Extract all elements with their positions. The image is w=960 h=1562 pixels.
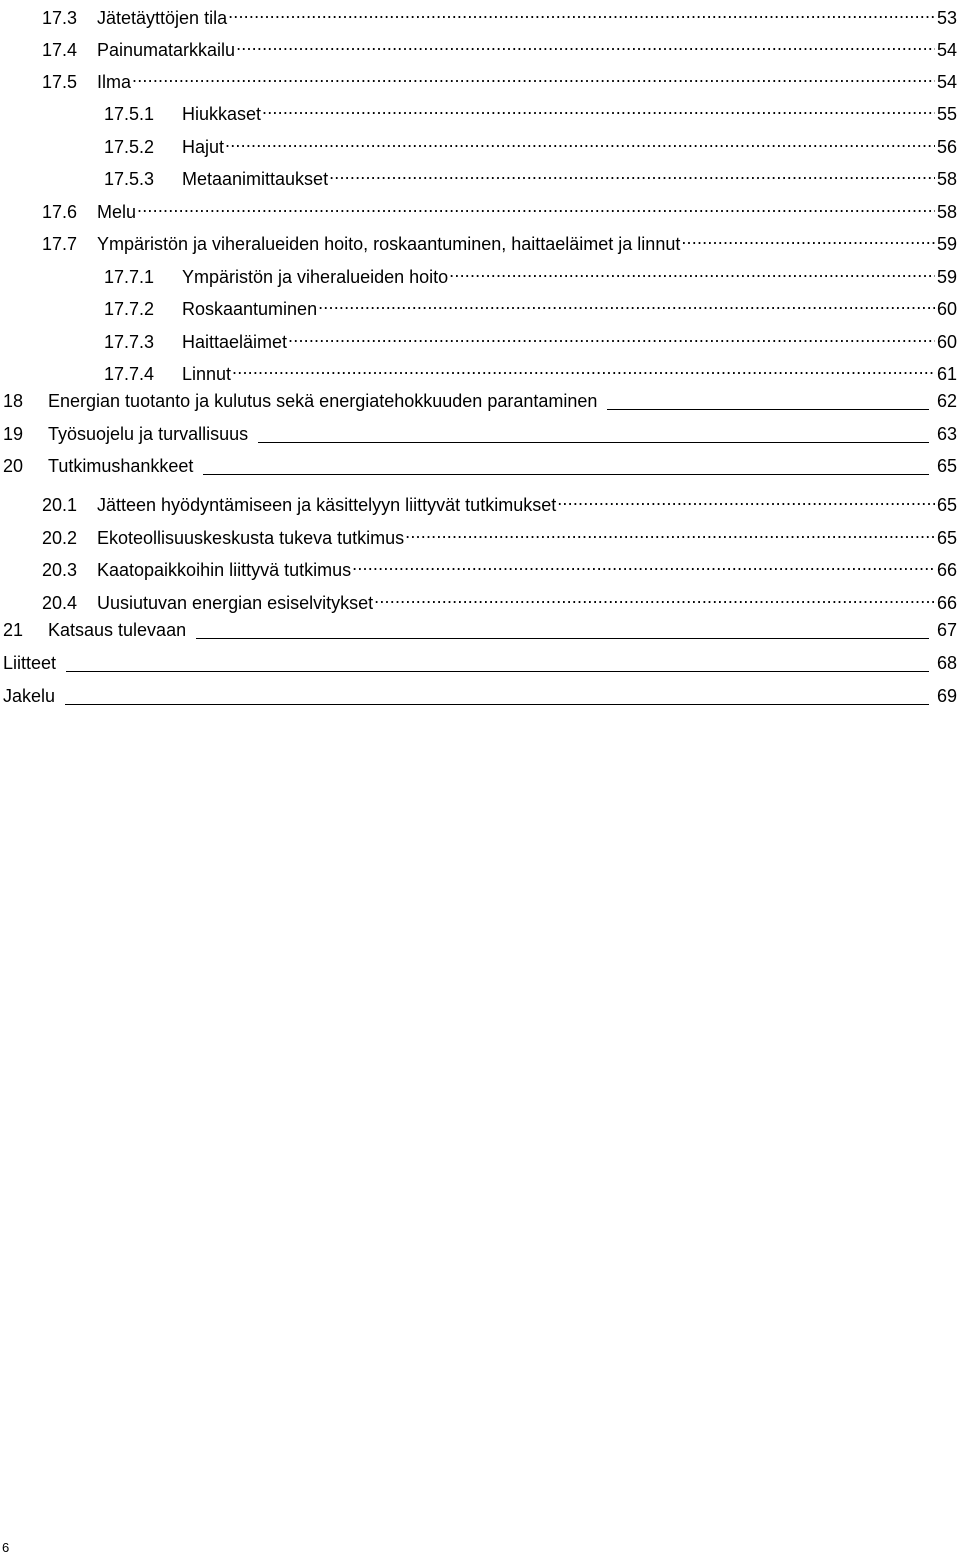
toc-entry-title: Ekoteollisuuskeskusta tukeva tutkimus	[97, 528, 405, 548]
toc-entry-title: Ympäristön ja viheralueiden hoito, roskaantuminen, haittaeläimet ja linnut	[97, 234, 681, 254]
toc-dot-leader	[225, 129, 935, 153]
toc-entry-page: 53	[936, 8, 957, 28]
toc-entry-title: Ympäristön ja viheralueiden hoito	[182, 267, 449, 287]
toc-entry-page: 61	[936, 364, 957, 384]
toc-dot-leader	[228, 0, 935, 24]
toc-line-leader	[196, 634, 929, 639]
toc-dot-leader	[288, 324, 935, 348]
toc-entry-title: Katsaus tulevaan	[48, 620, 187, 640]
toc-line-leader	[203, 470, 929, 475]
toc-entry-number: 17.7.2	[104, 299, 155, 319]
toc-entry-number: 17.7.3	[104, 332, 155, 352]
toc-entry[interactable]	[3, 389, 957, 413]
toc-entry[interactable]	[42, 64, 957, 92]
toc-entry-number: 20.2	[42, 528, 78, 548]
toc-entry[interactable]	[3, 422, 957, 446]
toc-entry-page: 68	[936, 653, 957, 673]
toc-entry-number: 20.4	[42, 593, 78, 613]
toc-entry[interactable]	[104, 129, 957, 157]
toc-entry[interactable]	[42, 194, 957, 222]
toc-line-leader	[66, 667, 929, 672]
toc-entry-number: 17.7.4	[104, 364, 155, 384]
toc-entry[interactable]	[3, 684, 957, 708]
toc-dot-leader	[232, 356, 935, 380]
toc-entry-page: 66	[936, 593, 957, 613]
toc-dot-leader	[137, 194, 935, 218]
toc-entry-number: 19	[3, 424, 24, 444]
toc-entry-number: 21	[3, 620, 24, 640]
toc-dot-leader	[681, 226, 935, 250]
toc-dot-leader	[449, 259, 935, 283]
toc-dot-leader	[262, 96, 935, 120]
toc-entry-page: 62	[936, 391, 957, 411]
toc-entry[interactable]	[42, 552, 957, 580]
toc-entry[interactable]	[3, 454, 957, 478]
toc-entry-title: Liitteet	[3, 653, 57, 673]
toc-dot-leader	[405, 520, 935, 544]
toc-line-leader	[65, 700, 929, 705]
toc-entry-title: Hajut	[182, 137, 225, 157]
toc-entry-title: Työsuojelu ja turvallisuus	[48, 424, 249, 444]
toc-entry-page: 65	[936, 528, 957, 548]
toc-entry-page: 54	[936, 72, 957, 92]
toc-entry-page: 55	[936, 104, 957, 124]
toc-entry-page: 58	[936, 202, 957, 222]
toc-entry[interactable]	[42, 0, 957, 28]
toc-dot-leader	[352, 552, 935, 576]
toc-entry-number: 17.4	[42, 40, 78, 60]
toc-entry-title: Jätteen hyödyntämiseen ja käsittelyyn liittyvät tutkimukset	[97, 495, 557, 515]
toc-entry-number: 17.7.1	[104, 267, 155, 287]
toc-entry-title: Melu	[97, 202, 137, 222]
toc-entry-number: 20.1	[42, 495, 78, 515]
toc-entry-page: 54	[936, 40, 957, 60]
toc-line-leader	[607, 405, 929, 410]
toc-entry[interactable]	[42, 32, 957, 60]
toc-entry-number: 17.6	[42, 202, 78, 222]
toc-entry-title: Hiukkaset	[182, 104, 262, 124]
toc-entry[interactable]	[104, 356, 957, 384]
toc-entry[interactable]	[104, 161, 957, 189]
toc-dot-leader	[374, 585, 935, 609]
toc-entry[interactable]	[42, 226, 957, 254]
toc-entry-title: Uusiutuvan energian esiselvitykset	[97, 593, 374, 613]
toc-entry-title: Jätetäyttöjen tila	[97, 8, 228, 28]
toc-entry-title: Roskaantuminen	[182, 299, 318, 319]
toc-entry-number: 17.5.3	[104, 169, 155, 189]
toc-entry-page: 63	[936, 424, 957, 444]
toc-dot-leader	[132, 64, 935, 88]
toc-entry[interactable]	[3, 651, 957, 675]
toc-entry[interactable]	[42, 585, 957, 613]
toc-entry-number: 17.3	[42, 8, 78, 28]
toc-entry[interactable]	[104, 259, 957, 287]
toc-entry[interactable]	[104, 96, 957, 124]
toc-entry-number: 17.5.1	[104, 104, 155, 124]
toc-entry-title: Painumatarkkailu	[97, 40, 236, 60]
toc-entry[interactable]	[104, 291, 957, 319]
toc-entry-number: 20	[3, 456, 24, 476]
toc-entry[interactable]	[42, 520, 957, 548]
toc-entry[interactable]	[104, 324, 957, 352]
toc-entry-number: 20.3	[42, 560, 78, 580]
toc-entry-page: 60	[936, 332, 957, 352]
toc-entry-title: Tutkimushankkeet	[48, 456, 194, 476]
toc-line-leader	[258, 438, 929, 443]
toc-entry-title: Linnut	[182, 364, 232, 384]
toc-entry-page: 60	[936, 299, 957, 319]
toc-entry-page: 56	[936, 137, 957, 157]
toc-entry[interactable]	[42, 487, 957, 515]
toc-entry-page: 58	[936, 169, 957, 189]
toc-entry-page: 59	[936, 267, 957, 287]
toc-dot-leader	[557, 487, 935, 511]
toc-entry-page: 66	[936, 560, 957, 580]
toc-dot-leader	[236, 32, 935, 56]
toc-entry-page: 59	[936, 234, 957, 254]
toc-entry-title: Ilma	[97, 72, 132, 92]
toc-entry-title: Energian tuotanto ja kulutus sekä energiatehokkuuden parantaminen	[48, 391, 598, 411]
toc-dot-leader	[318, 291, 935, 315]
toc-entry-number: 17.5.2	[104, 137, 155, 157]
toc-dot-leader	[329, 161, 935, 185]
toc-entry-title: Metaanimittaukset	[182, 169, 329, 189]
toc-entry-title: Haittaeläimet	[182, 332, 288, 352]
page-number: 6	[2, 1540, 10, 1555]
toc-entry-number: 18	[3, 391, 24, 411]
toc-entry-page: 67	[936, 620, 957, 640]
toc-entry-title: Jakelu	[3, 686, 56, 706]
toc-entry-number: 17.5	[42, 72, 78, 92]
toc-entry[interactable]	[3, 618, 957, 642]
toc-entry-page: 69	[936, 686, 957, 706]
toc-entry-title: Kaatopaikkoihin liittyvä tutkimus	[97, 560, 352, 580]
toc-entry-page: 65	[936, 495, 957, 515]
toc-entry-number: 17.7	[42, 234, 78, 254]
toc-entry-page: 65	[936, 456, 957, 476]
